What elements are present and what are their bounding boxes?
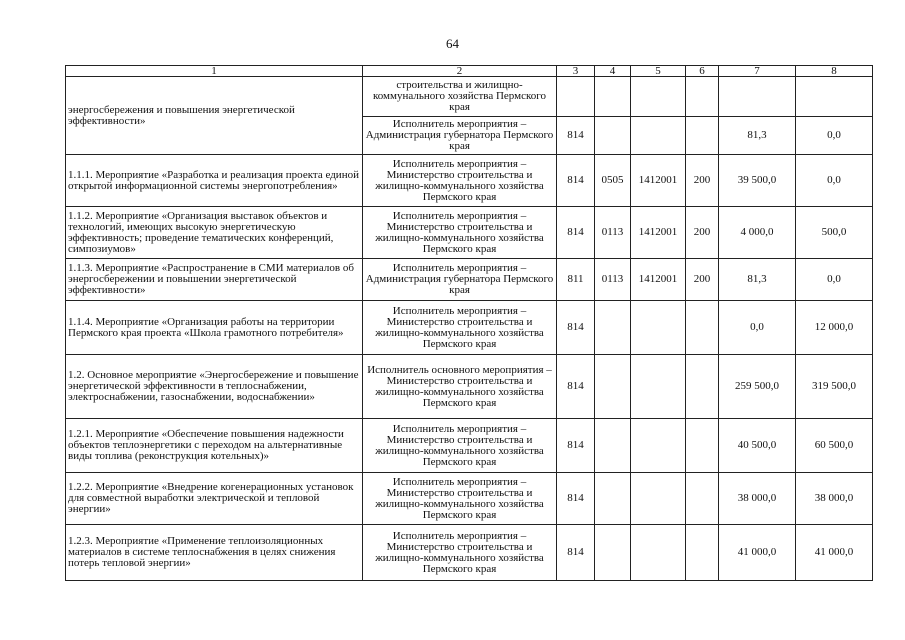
cell-6 [686, 473, 719, 525]
cell-5 [631, 419, 686, 473]
cell-5 [631, 117, 686, 155]
cell-6 [686, 419, 719, 473]
header-cell: 5 [631, 66, 686, 77]
executor-cell: Исполнитель мероприятия – Администрация губернатора Пермского края [363, 117, 557, 155]
measure-name-cell: 1.1.4. Мероприятие «Организация работы на территории Пермского края проекта «Школа грамотного потребителя» [66, 301, 363, 355]
cell-8: 41 000,0 [796, 525, 873, 581]
table-row [66, 77, 873, 117]
cell-6 [686, 355, 719, 419]
cell-7: 81,3 [719, 117, 796, 155]
measure-name-cell: 1.1.1. Мероприятие «Разработка и реализация проекта единой открытой информационной системы энергопотребления» [66, 155, 363, 207]
header-cell: 8 [796, 66, 873, 77]
header-cell: 1 [66, 66, 363, 77]
cell-4 [595, 525, 631, 581]
cell-4 [595, 473, 631, 525]
table-row [66, 301, 873, 355]
cell-8: 500,0 [796, 207, 873, 259]
table-row [66, 419, 873, 473]
cell-7: 41 000,0 [719, 525, 796, 581]
measure-name-cell: 1.2.1. Мероприятие «Обеспечение повышения надежности объектов теплоэнергетики с переходом на альтернативные виды топлива (реконструкция котельных)» [66, 419, 363, 473]
table-header-row [66, 66, 873, 77]
cell-4 [595, 77, 631, 117]
executor-cell: Исполнитель мероприятия – Администрация губернатора Пермского края [363, 259, 557, 301]
cell-3: 814 [557, 355, 595, 419]
cell-5: 1412001 [631, 207, 686, 259]
cell-3: 814 [557, 301, 595, 355]
cell-8: 60 500,0 [796, 419, 873, 473]
cell-4: 0113 [595, 259, 631, 301]
cell-4 [595, 117, 631, 155]
measure-name-cell: 1.2.2. Мероприятие «Внедрение когенерационных установок для совместной выработки электрической и тепловой энергии» [66, 473, 363, 525]
cell-5: 1412001 [631, 155, 686, 207]
measure-name-cell: 1.2. Основное мероприятие «Энергосбережение и повышение энергетической эффективности в теплоснабжении, электроснабжении, газоснабжении, водоснабжении» [66, 355, 363, 419]
cell-8: 0,0 [796, 117, 873, 155]
cell-5: 1412001 [631, 259, 686, 301]
cell-8: 12 000,0 [796, 301, 873, 355]
cell-4: 0113 [595, 207, 631, 259]
cell-3: 811 [557, 259, 595, 301]
measure-name-cell: 1.1.3. Мероприятие «Распространение в СМИ материалов об энергосбережении и повышении энергетической эффективности» [66, 259, 363, 301]
cell-7: 81,3 [719, 259, 796, 301]
executor-cell: Исполнитель мероприятия – Министерство строительства и жилищно-коммунального хозяйства Пермского края [363, 207, 557, 259]
cell-8: 319 500,0 [796, 355, 873, 419]
program-table [65, 65, 873, 581]
cell-7 [719, 77, 796, 117]
executor-cell: строительства и жилищно-коммунального хозяйства Пермского края [363, 77, 557, 117]
cell-8: 0,0 [796, 155, 873, 207]
cell-4 [595, 301, 631, 355]
cell-3: 814 [557, 117, 595, 155]
cell-3: 814 [557, 155, 595, 207]
table-row [66, 155, 873, 207]
header-cell: 2 [363, 66, 557, 77]
cell-3 [557, 77, 595, 117]
cell-5 [631, 355, 686, 419]
header-cell: 7 [719, 66, 796, 77]
cell-5 [631, 77, 686, 117]
measure-name-cell: 1.1.2. Мероприятие «Организация выставок объектов и технологий, имеющих высокую энергетическую эффективность; проведение тематических конференций, симпозиумов» [66, 207, 363, 259]
cell-8 [796, 77, 873, 117]
cell-7: 4 000,0 [719, 207, 796, 259]
executor-cell: Исполнитель основного мероприятия – Министерство строительства и жилищно-коммунального хозяйства Пермского края [363, 355, 557, 419]
executor-cell: Исполнитель мероприятия – Министерство строительства и жилищно-коммунального хозяйства Пермского края [363, 525, 557, 581]
executor-cell: Исполнитель мероприятия – Министерство строительства и жилищно-коммунального хозяйства Пермского края [363, 155, 557, 207]
cell-7: 40 500,0 [719, 419, 796, 473]
cell-4 [595, 419, 631, 473]
cell-3: 814 [557, 473, 595, 525]
cell-6: 200 [686, 155, 719, 207]
header-cell: 3 [557, 66, 595, 77]
cell-6 [686, 117, 719, 155]
cell-6 [686, 301, 719, 355]
cell-7: 38 000,0 [719, 473, 796, 525]
table-row [66, 259, 873, 301]
cell-7: 39 500,0 [719, 155, 796, 207]
measure-name-cell: 1.2.3. Мероприятие «Применение теплоизоляционных материалов в системе теплоснабжения в целях снижения потерь тепловой энергии» [66, 525, 363, 581]
cell-7: 0,0 [719, 301, 796, 355]
table-row [66, 355, 873, 419]
table-row [66, 207, 873, 259]
table-row [66, 525, 873, 581]
cell-5 [631, 473, 686, 525]
cell-3: 814 [557, 525, 595, 581]
cell-6 [686, 77, 719, 117]
cell-3: 814 [557, 207, 595, 259]
page-number: 64 [446, 36, 459, 51]
header-cell: 4 [595, 66, 631, 77]
cell-7: 259 500,0 [719, 355, 796, 419]
cell-6: 200 [686, 259, 719, 301]
table-row [66, 473, 873, 525]
executor-cell: Исполнитель мероприятия – Министерство строительства и жилищно-коммунального хозяйства Пермского края [363, 419, 557, 473]
cell-4: 0505 [595, 155, 631, 207]
cell-8: 0,0 [796, 259, 873, 301]
cell-6: 200 [686, 207, 719, 259]
cell-4 [595, 355, 631, 419]
header-cell: 6 [686, 66, 719, 77]
measure-name-cell: энергосбережения и повышения энергетической эффективности» [66, 77, 363, 155]
executor-cell: Исполнитель мероприятия – Министерство строительства и жилищно-коммунального хозяйства Пермского края [363, 473, 557, 525]
cell-5 [631, 301, 686, 355]
cell-5 [631, 525, 686, 581]
cell-8: 38 000,0 [796, 473, 873, 525]
cell-3: 814 [557, 419, 595, 473]
executor-cell: Исполнитель мероприятия – Министерство строительства и жилищно-коммунального хозяйства Пермского края [363, 301, 557, 355]
cell-6 [686, 525, 719, 581]
